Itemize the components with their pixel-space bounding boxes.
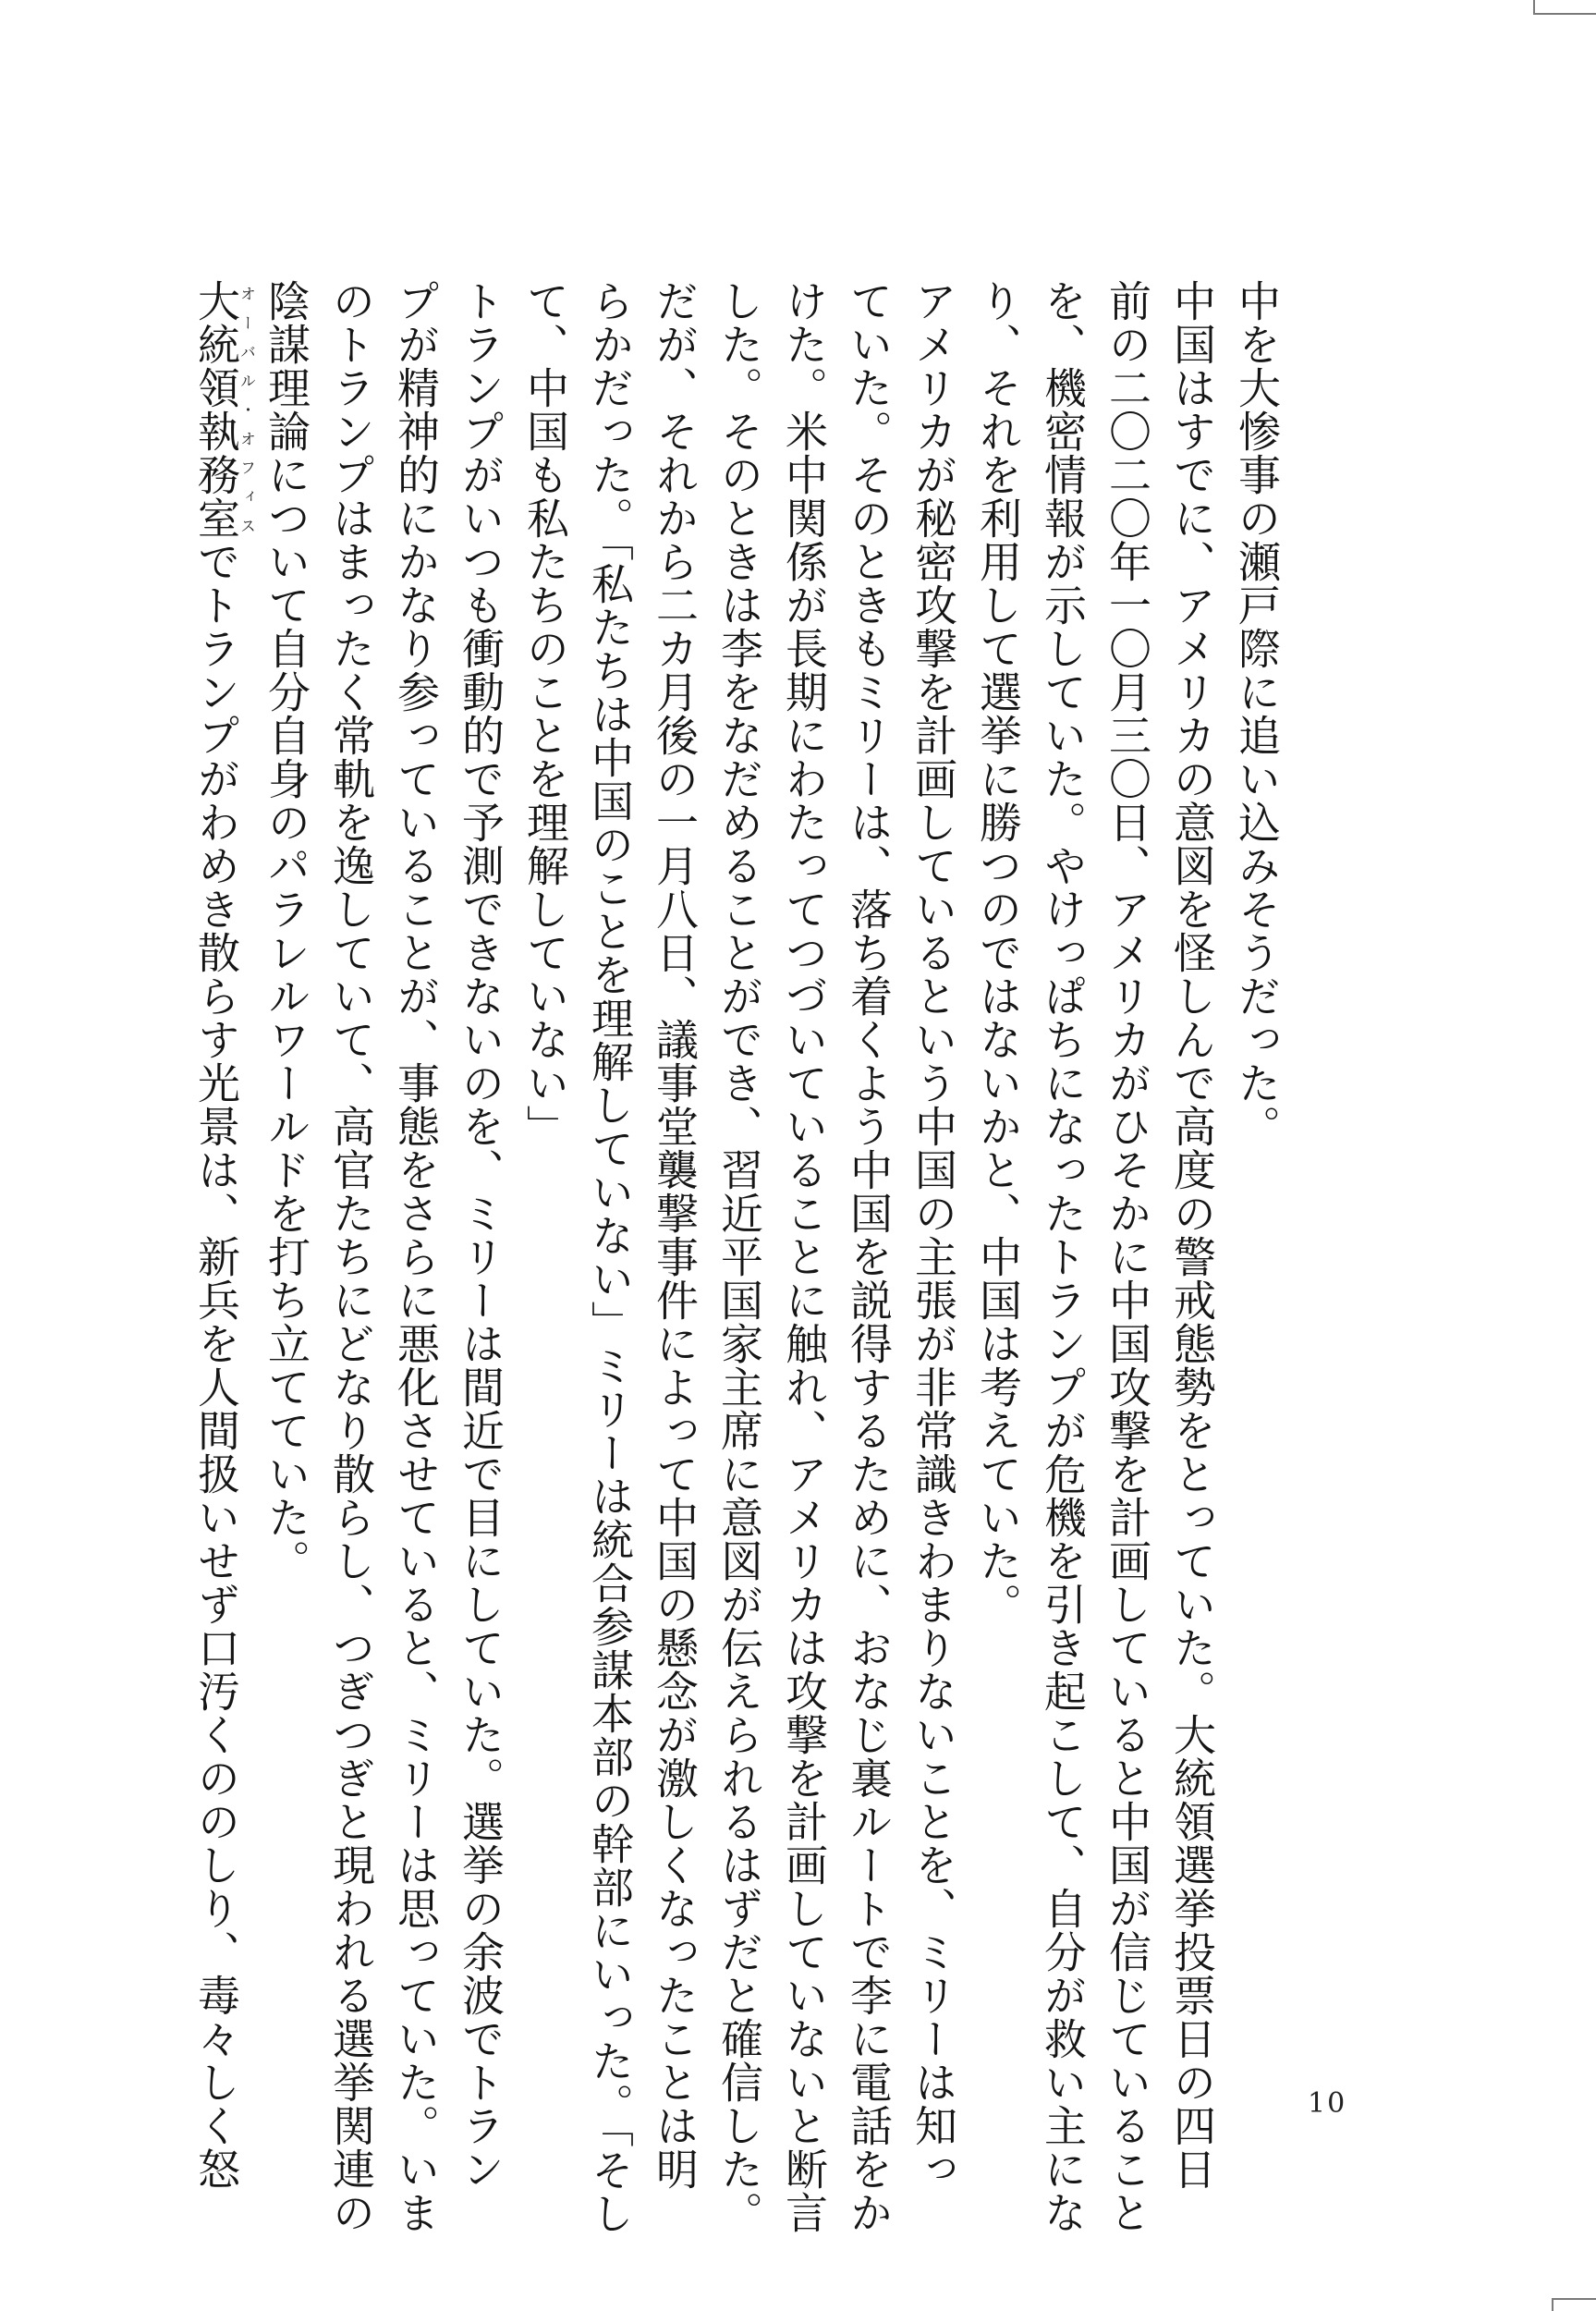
text-line: けた。米中関係が長期にわたってつづいていることに触れ、アメリカは攻撃を計画していないと断言 — [779, 279, 829, 2234]
ruby-base-text: 大統領執務室 — [191, 279, 241, 540]
text-line-remainder: でトランプがわめき散らす光景は、新兵を人間扱いせず口汚くののしり、毒々しく怒 — [191, 540, 241, 2191]
text-line: 中国はすでに、アメリカの意図を怪しんで高度の警戒態勢をとっていた。大統領選挙投票日の四日 — [1167, 279, 1217, 2191]
text-line: 前の二〇二〇年一〇月三〇日、アメリカがひそかに中国攻撃を計画していると中国が信じていること — [1103, 279, 1152, 2234]
crop-mark-top-right-vertical — [1533, 0, 1535, 15]
ruby-oval-office — [191, 279, 255, 540]
text-line: ていた。そのときもミリーは、落ち着くよう中国を説得するために、おなじ裏ルートで李に電話をか — [844, 279, 894, 2234]
text-line: 中を大惨事の瀬戸際に追い込みそうだった。 — [1232, 279, 1282, 1148]
text-line: り、それを利用して選挙に勝つのではないかと、中国は考えていた。 — [973, 279, 1023, 1626]
text-line: アメリカが秘密攻撃を計画しているという中国の主張が非常識きわまりないことを、ミリーは知っ — [908, 279, 958, 2191]
page-number: 10 — [1308, 2087, 1347, 2120]
text-line: を、機密情報が示していた。やけっぱちになったトランプが危機を引き起こして、自分が救い主にな — [1038, 279, 1088, 2234]
text-line: トランプがいつも衝動的で予測できないのを、ミリーは間近で目にしていた。選挙の余波でトラン — [456, 279, 506, 2191]
crop-mark-bottom-right-horizontal — [1552, 2298, 1596, 2300]
text-line: て、中国も私たちのことを理解していない」 — [520, 279, 570, 1148]
text-line: プが精神的にかなり参っていることが、事態をさらに悪化させていると、ミリーは思っていた。いま — [391, 279, 441, 2234]
ruby-annotation: オーバル・オフィス — [237, 279, 255, 540]
crop-mark-bottom-right-vertical — [1552, 2298, 1553, 2311]
text-line: 陰謀理論について自分自身のパラレルワールドを打ち立てていた。 — [262, 279, 311, 1583]
text-line: らかだった。「私たちは中国のことを理解していない」ミリーは統合参謀本部の幹部にいった。「そし — [585, 279, 635, 2235]
crop-mark-top-right-horizontal — [1533, 13, 1596, 15]
text-line: した。そのときは李をなだめることができ、習近平国家主席に意図が伝えられるはずだと確信した。 — [714, 279, 764, 2234]
text-line: のトランプはまったく常軌を逸していて、高官たちにどなり散らし、つぎつぎと現われる選挙関連の — [326, 279, 376, 2234]
text-line-with-ruby — [184, 279, 255, 2191]
text-line: だが、それから二カ月後の一月八日、議事堂襲撃事件によって中国の懸念が激しくなったことは明 — [650, 279, 700, 2191]
vertical-body-text — [184, 279, 1289, 2235]
